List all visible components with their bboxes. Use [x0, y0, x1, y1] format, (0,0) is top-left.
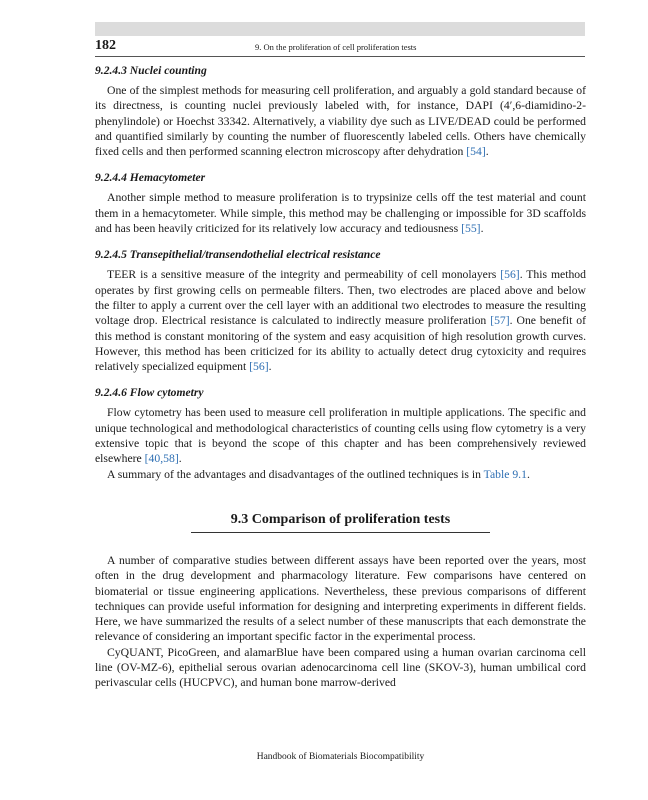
text-run: .	[178, 452, 182, 466]
subsection-heading: 9.2.4.3 Nuclei counting	[95, 64, 207, 77]
text-run: . One benefit of this method is constant monitoring of the system and easy acquisition of high resolution growth curves. However, this method has been criticized for its ability to actually detect drug cytoxicity and requires relatively specialized equipment	[95, 314, 587, 374]
paragraph	[95, 645, 586, 691]
subsection-heading: 9.2.4.6 Flow cytometry	[95, 386, 204, 400]
citation-link[interactable]: [54]	[466, 145, 486, 159]
page-number: 182	[95, 38, 116, 53]
citation-link[interactable]: [57]	[490, 314, 510, 328]
page-footer: Handbook of Biomaterials Biocompatibility	[256, 752, 425, 762]
citation-link[interactable]: [56]	[500, 268, 520, 282]
paragraph	[95, 467, 586, 482]
citation-link[interactable]: Table 9.1	[483, 467, 527, 481]
section-heading	[95, 510, 586, 533]
text-run: Flow cytometry has been used to measure cell proliferation in multiple applications. The specific and unique technological and methodological characteristics of counting cells using flow cytometry is a very extensive topic that is beyond the scope of this chapter and has been comprehensively reviewed elsewhere	[95, 406, 586, 466]
subsection	[95, 385, 586, 481]
text-run: . This method operates by first growing cells on permeable filters. Then, two electrodes are placed above and below the filter to apply a current over the cell layer with an additional two electrodes to measure the resulting voltage drop. Electrical resistance is calculated to indirectly measure proliferation	[95, 268, 586, 328]
subsection	[95, 170, 586, 236]
paragraph	[95, 83, 586, 159]
chapter-title: 9. On the proliferation of cell proliferation tests	[255, 42, 417, 52]
citation-link[interactable]: [40,58]	[144, 452, 179, 466]
subsection-heading: 9.2.4.5 Transepithelial/transendothelial electrical resistance	[95, 248, 381, 262]
text-run: One of the simplest methods for measuring cell proliferation, and arguably a gold standard because of its directness, is counting nuclei previously labeled with, for instance, DAPI (4′,6-diamidino-2-phenylindole) or Hoechst 33342. Alternatively, a viability dye such as LIVE/DEAD could be performed and quantified similarly by counting the number of fluorescently labeled cells. Others have chemically fixed cells and then performed scanning electron microscopy after dehydration	[95, 84, 586, 159]
page-body	[95, 63, 586, 691]
text-run: .	[526, 467, 530, 481]
paragraph	[95, 267, 586, 374]
text-run: Another simple method to measure proliferation is to trypsinize cells off the test material and count them in a hemacytometer. While simple, this method may be challenging or impossible for 3D scaffolds and has been heavily criticized for its relatively low accuracy and tediousness	[95, 191, 586, 236]
section-title: 9.3 Comparison of proliferation tests	[191, 511, 490, 533]
text-run: .	[268, 360, 272, 374]
text-run: A summary of the advantages and disadvantages of the outlined techniques is in	[107, 467, 484, 481]
comparison-body	[95, 553, 586, 691]
subsection	[95, 63, 586, 159]
paragraph	[95, 405, 586, 466]
text-run: A number of comparative studies between different assays have been reported over the years, most often in the drug development and pharmacology literature. Few comparisons have centered on biomaterial or tissue engineering applications. Nevertheless, these previous comparisons of different techniques can provide useful information for designing and interpreting experiments in different fields. Here, we have summarized the results of a select number of these manuscripts that each demonstrate the relevance of considering an important specific factor in the experimental process.	[95, 553, 586, 644]
text-run: CyQUANT, PicoGreen, and alamarBlue have been compared using a human ovarian carcinoma cell line (OV-MZ-6), epithelial serous ovarian adenocarcinoma cell line (SKOV-3), human umbilical cord perivascular cells (HUCPVC), and human bone marrow-derived	[95, 645, 586, 690]
subsections	[95, 63, 586, 482]
text-run: TEER is a sensitive measure of the integrity and permeability of cell monolayers	[107, 268, 501, 282]
running-head	[95, 38, 585, 57]
header-bar	[95, 22, 585, 36]
paragraph	[95, 553, 586, 645]
citation-link[interactable]: [55]	[461, 222, 481, 236]
citation-link[interactable]: [56]	[249, 360, 269, 374]
subsection-heading: 9.2.4.4 Hemacytometer	[95, 171, 206, 185]
subsection	[95, 247, 586, 374]
paragraph	[95, 190, 586, 236]
text-run: .	[485, 145, 489, 159]
text-run: .	[480, 222, 484, 236]
